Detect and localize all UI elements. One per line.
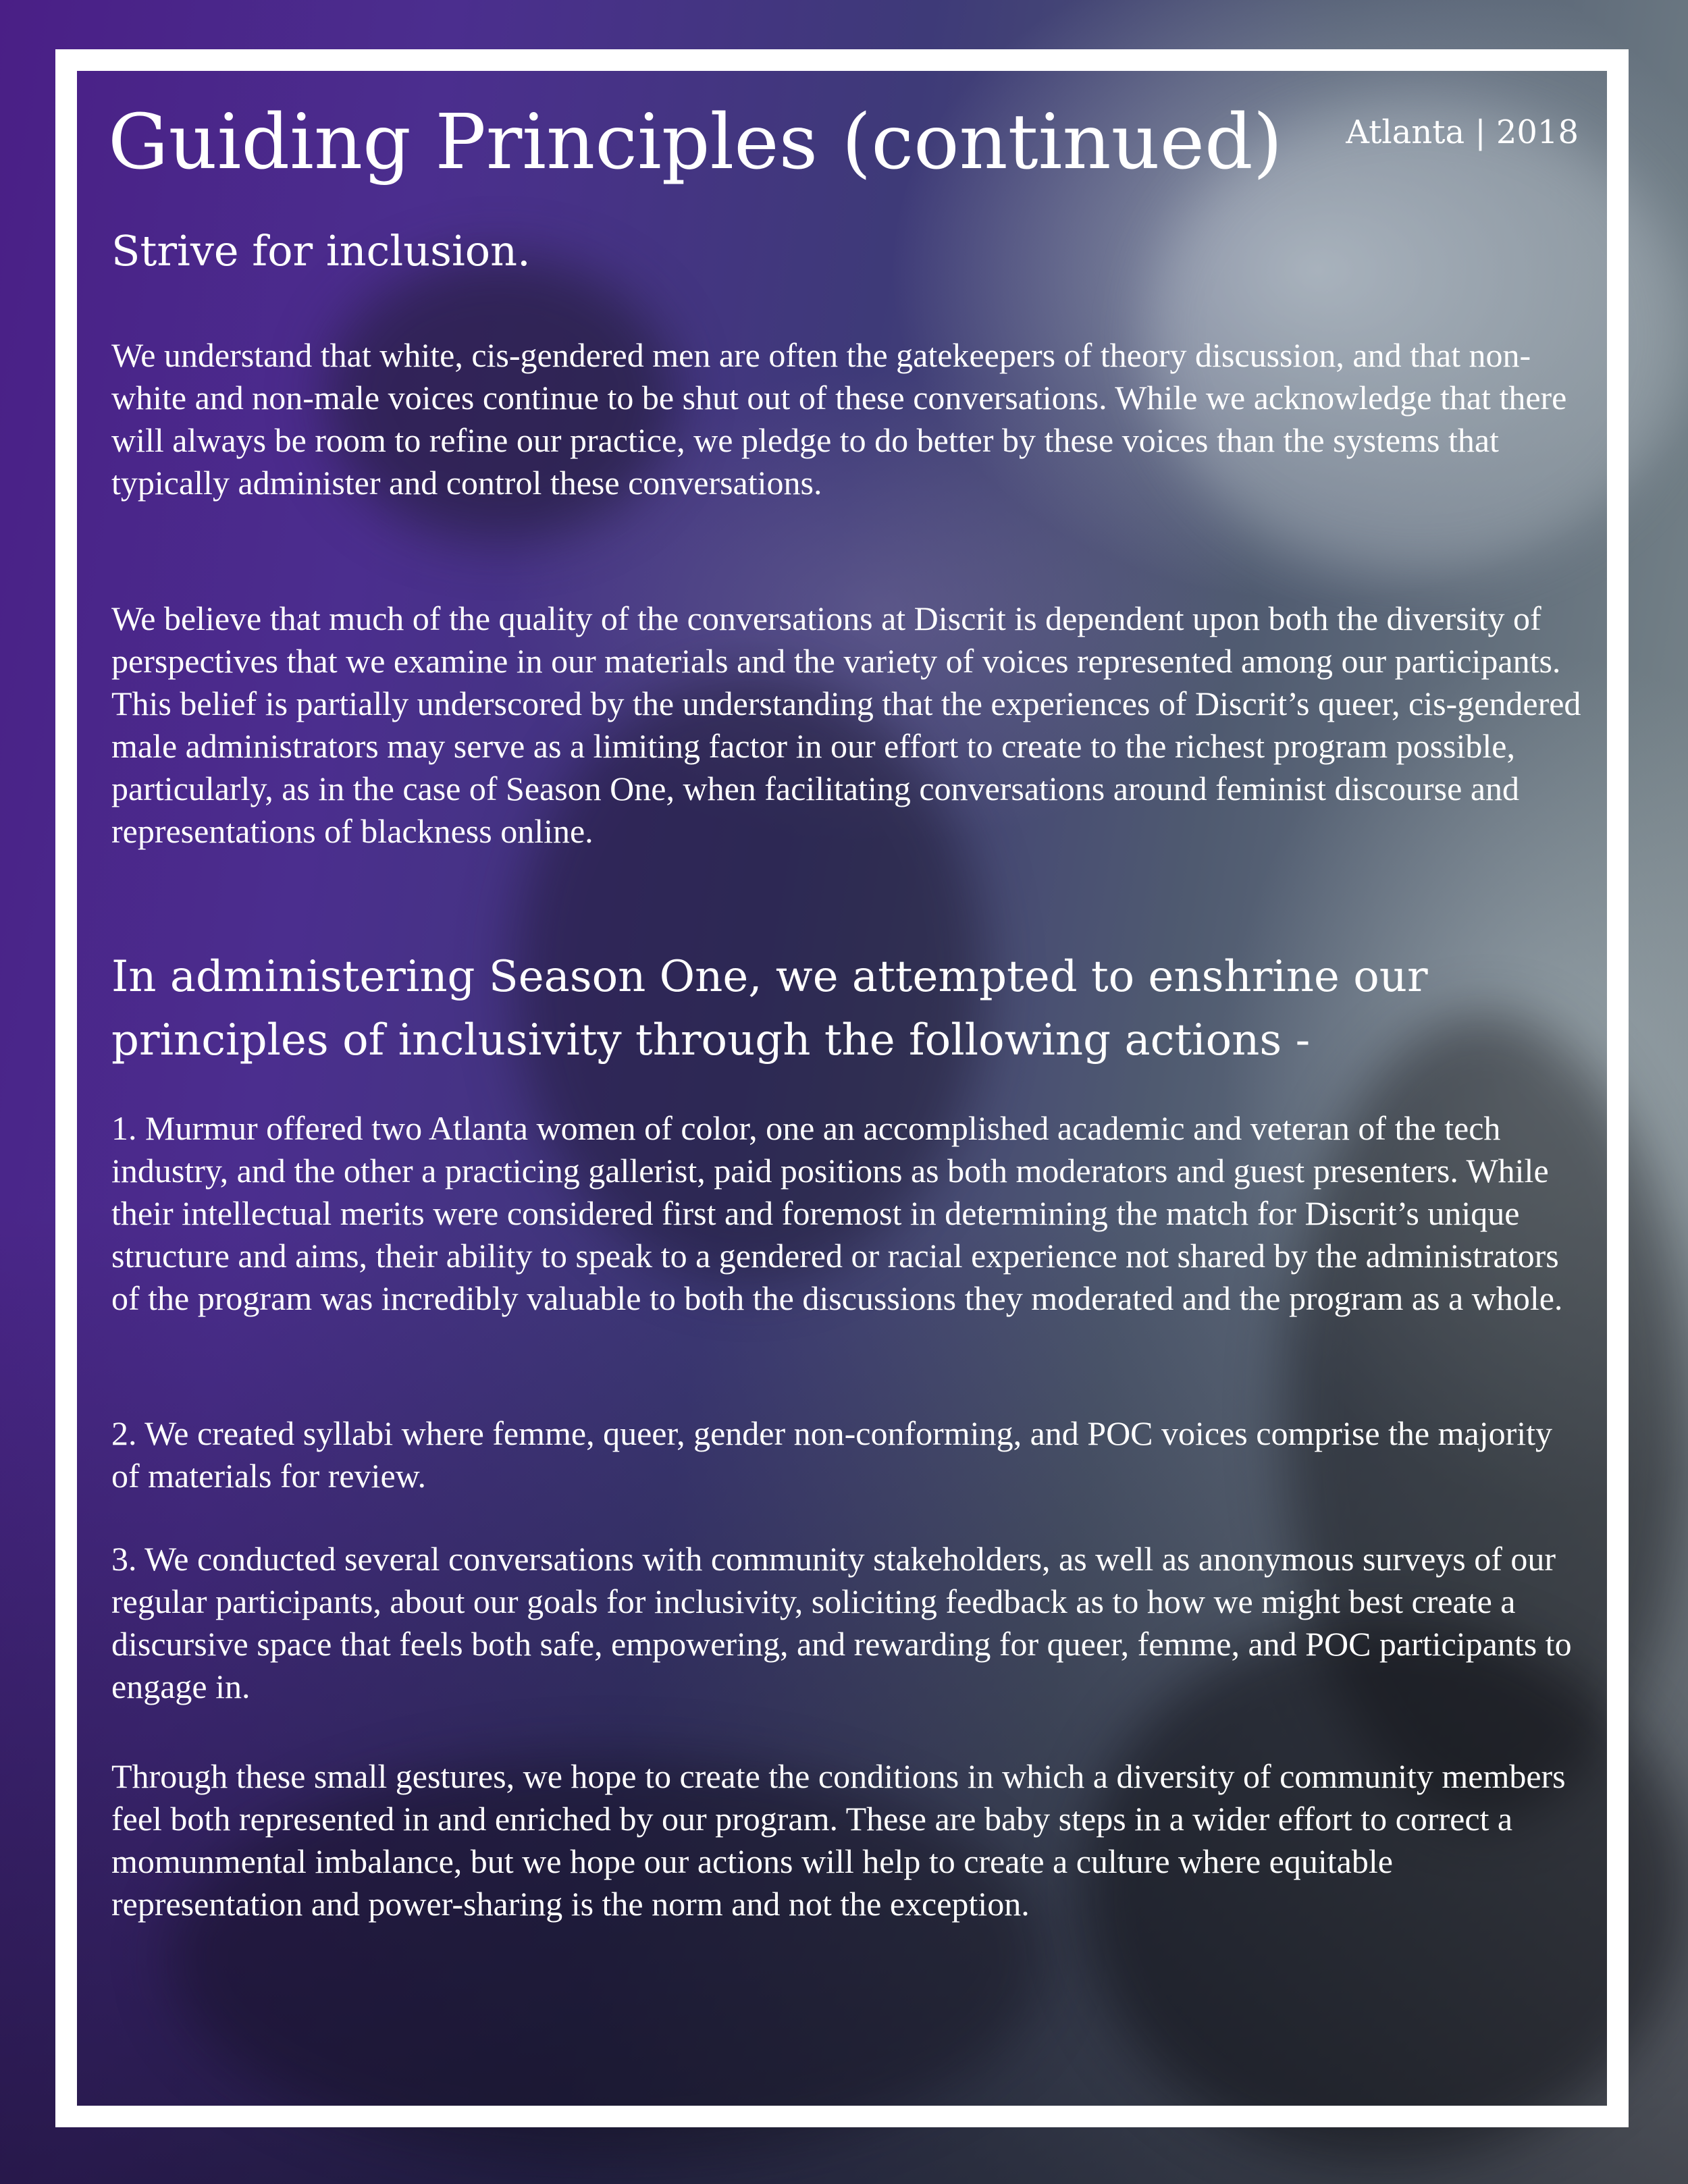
page-title: Guiding Principles (continued) bbox=[108, 99, 1283, 186]
action-item-1: 1. Murmur offered two Atlanta women of color, one an accomplished academic and veteran of the tech industry, and the other a practicing gallerist, paid positions as both moderators and guest presenters. While their intellectual merits were considered first and foremost in determining the match for Discrit’s unique structure and aims, their ability to speak to a gendered or racial experience not shared by the administrators of the program was incredibly valuable to both the discussions they moderated and the program as a whole. bbox=[111, 1109, 1563, 1317]
actions-heading: In administering Season One, we attempted to enshrine our principles of inclusivity through the following actions - bbox=[111, 952, 1428, 1065]
action-item-2: 2. We created syllabi where femme, queer, gender non-conforming, and POC voices comprise the majority of materials for review. bbox=[111, 1414, 1553, 1495]
paragraph-diversity: We believe that much of the quality of the conversations at Discrit is dependent upon both the diversity of perspectives that we examine in our materials and the variety of voices represented among our participants. This belief is partially underscored by the understanding that the experiences of Discrit’s queer, cis-gendered male administrators may serve as a limiting factor in our effort to create to the richest program possible, particularly, as in the case of Season One, when facilitating conversations around feminist discourse and representations of blackness online. bbox=[111, 600, 1581, 850]
action-item-3: 3. We conducted several conversations with community stakeholders, as well as anonymous surveys of our regular participants, about our goals for inclusivity, soliciting feedback as to how we might best create a discursive space that feels both safe, empowering, and rewarding for queer, femme, and POC participants to engage in. bbox=[111, 1540, 1572, 1705]
paragraph-gatekeepers: We understand that white, cis-gendered men are often the gatekeepers of theory discussion, and that non-white and non-male voices continue to be shut out of these conversations. While we acknowledge that there will always be room to refine our practice, we pledge to do better by these voices than the systems that typically administer and control these conversations. bbox=[111, 336, 1567, 502]
closing-paragraph: Through these small gestures, we hope to create the conditions in which a diversity of community members feel both represented in and enriched by our program. These are baby steps in a wider effort to correct a momunmental imbalance, but we hope our actions will help to create a culture where equitable representation and power-sharing is the norm and not the exception. bbox=[111, 1757, 1566, 1923]
section-subhead: Strive for inclusion. bbox=[111, 226, 531, 275]
location-date: Atlanta | 2018 bbox=[1346, 113, 1579, 151]
